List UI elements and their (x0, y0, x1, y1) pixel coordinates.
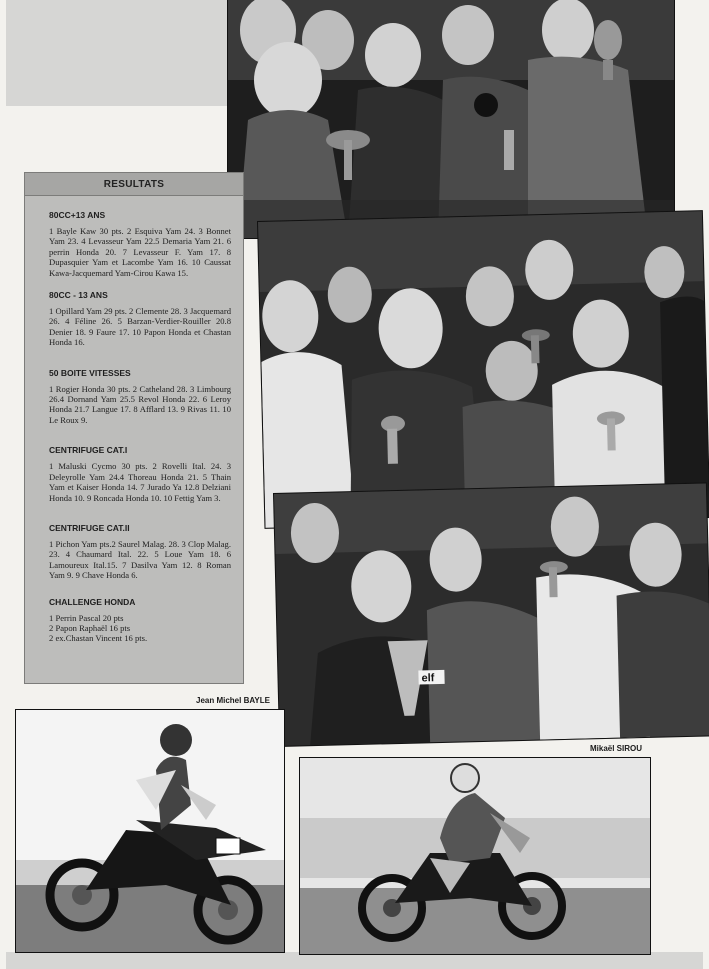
section-50-boite-vitesses (49, 368, 231, 426)
section-80cc-plus-13 (49, 210, 231, 278)
list-item: 2 ex.Chastan Vincent 16 pts. (49, 633, 148, 644)
honda-list (49, 613, 231, 644)
section-title: CENTRIFUGE CAT.II (49, 522, 130, 533)
caption-bayle: Jean Michel BAYLE (196, 696, 270, 705)
top-left-panel (6, 0, 228, 106)
section-centrifuge-cat-1 (49, 445, 231, 503)
results-body (25, 196, 243, 644)
elf-logo: elf (421, 672, 435, 685)
photo-motocross-sirou (300, 758, 650, 954)
photo-children-trophies-2 (258, 211, 709, 528)
section-text: 1 Bayle Kaw 30 pts. 2 Esquiva Yam 24. 3 Bonnet Yam 23. 4 Levasseur Yam 22.5 Demaria Yam 21. 6 perrin Honda 20. 7 Levasseur F. Yam 17. 8 Dupasquier Yam et Lacombe Yam 16. 10 Caussat Kawa-Jacquemard Yam-Cirou Kawa 15. (49, 226, 231, 278)
section-title: CHALLENGE HONDA (49, 596, 136, 607)
section-challenge-honda (49, 597, 231, 644)
section-text: 1 Opillard Yam 29 pts. 2 Clemente 28. 3 Jacquemard 26. 4 Féline 26. 5 Barzan-Verdier-Rouiller 20.8 Denier 18. 9 Faure 17. 10 Papon Honda et Chastan Honda 16. (49, 306, 231, 348)
bottom-strip (6, 952, 703, 969)
section-text: 1 Pichon Yam pts.2 Saurel Malag. 28. 3 Clop Malag. 23. 4 Chaumard Ital. 22. 5 Loue Yam 18. 6 Lamoureux Ital.15. 7 Dasilva Yam 12. 8 Roman Yam 9. 9 Chave Honda 6. (49, 538, 231, 581)
caption-sirou: Mikaël SIROU (590, 744, 643, 753)
section-text: 1 Maluski Cycmo 30 pts. 2 Rovelli Ital. 24. 3 Deleyrolle Yam 24.4 Thoreau Honda 21. 5 Thain Yam et Kaiser Honda 14. 7 Jurado Ya 12.8 Delziani Honda 10. 9 Roncada Honda 10. 10 Fettig Yam 3. (49, 461, 231, 503)
list-item: 1 Perrin Pascal 20 pts (49, 612, 124, 623)
section-centrifuge-cat-2 (49, 523, 231, 581)
photo-children-trophies-3 (274, 483, 709, 745)
section-text: 1 Rogier Honda 30 pts. 2 Catheland 28. 3 Limbourg 26.4 Dornand Yam 25.5 Revol Honda 22. 6 Leroy Honda 21.7 Langue 17. 8 Afflard 13. 9 Rivas 11. 10 Le Roux 9. (49, 383, 231, 425)
section-title: 50 BOITE VITESSES (49, 367, 131, 378)
results-title: RESULTATS (25, 173, 243, 196)
photo-motocross-bayle (16, 710, 284, 952)
section-title: 80CC - 13 ANS (49, 290, 108, 301)
photo-children-trophies-1 (228, 0, 674, 238)
section-80cc-minus-13 (49, 290, 231, 348)
list-item: 2 Papon Raphaël 16 pts (49, 622, 131, 633)
results-panel (24, 172, 244, 684)
section-title: 80CC+13 ANS (49, 210, 106, 220)
section-title: CENTRIFUGE CAT.I (49, 445, 128, 456)
